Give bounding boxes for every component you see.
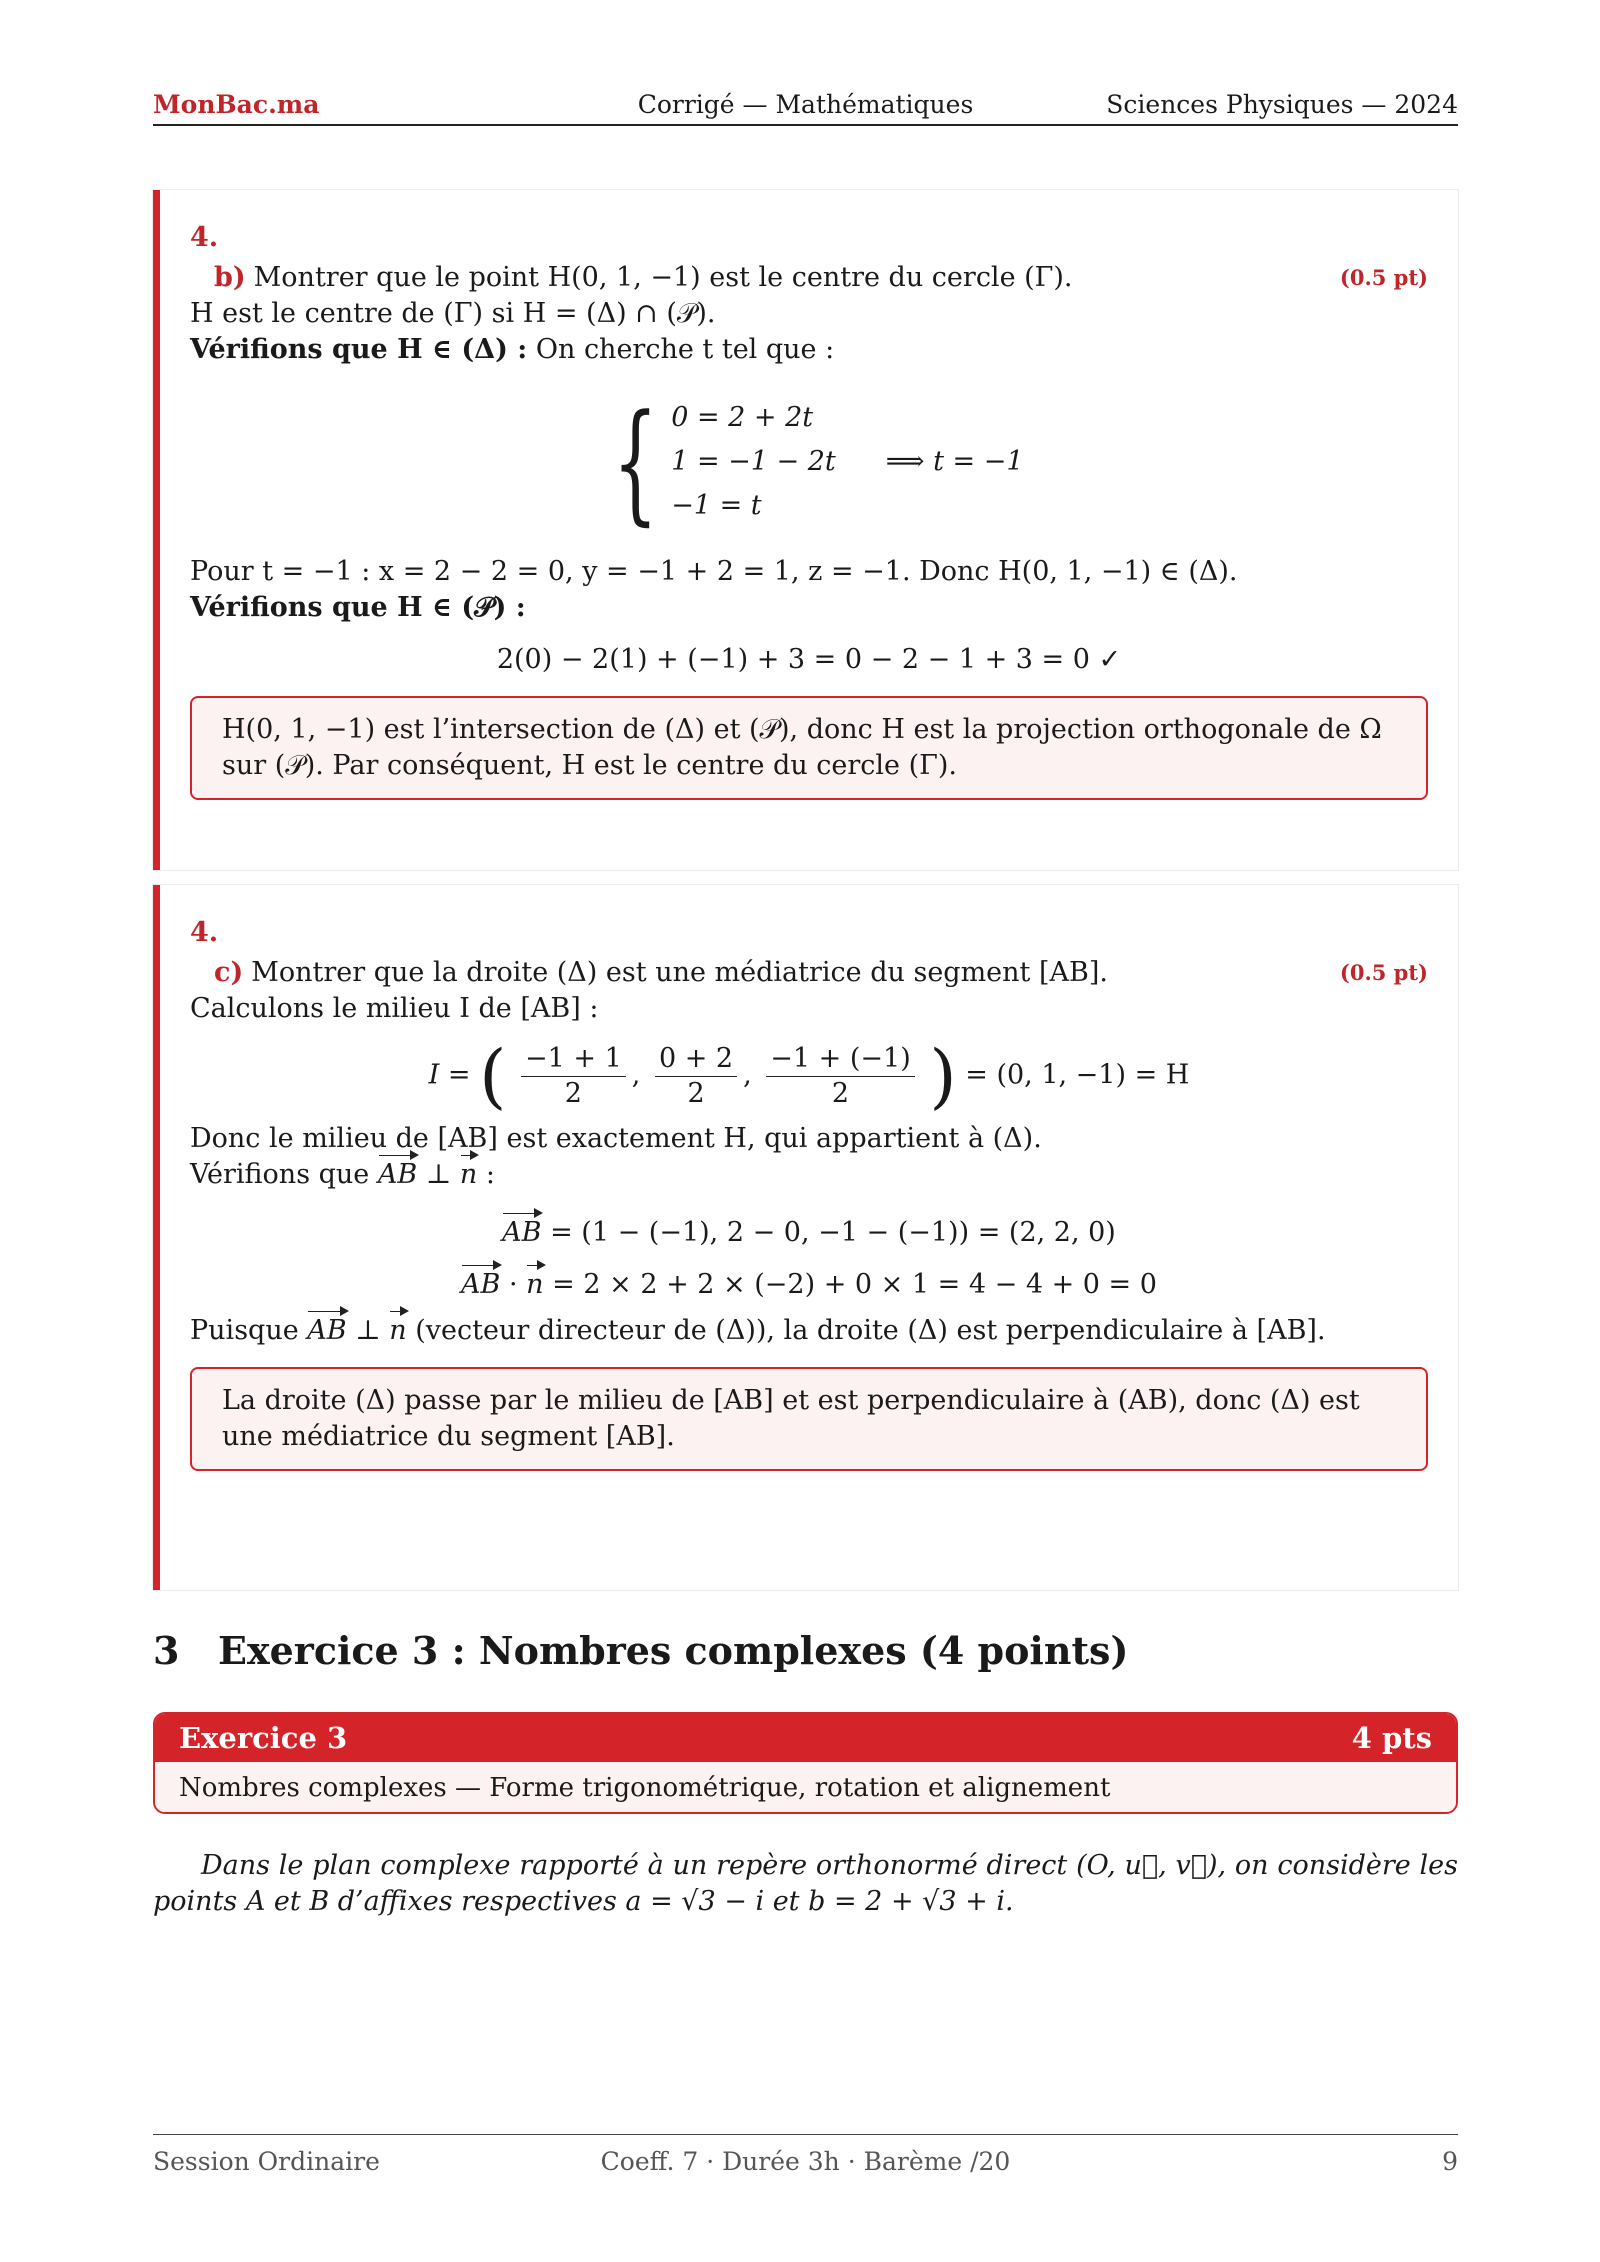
paren-open: ( xyxy=(479,1035,507,1117)
exercise-title-bar xyxy=(155,1714,1456,1762)
vector-n: n xyxy=(389,1313,406,1349)
fraction xyxy=(655,1042,737,1111)
exercise-header-box xyxy=(153,1712,1458,1814)
paren-close: ) xyxy=(929,1035,957,1117)
verification-line xyxy=(190,1157,1428,1193)
exercise-points: 4 pts xyxy=(1351,1721,1432,1755)
page-header xyxy=(153,88,1458,126)
section-title: Exercice 3 : Nombres complexes (4 points) xyxy=(218,1628,1129,1673)
puisque-word: Puisque xyxy=(190,1315,299,1346)
header-series-year: Sciences Physiques — 2024 xyxy=(1106,90,1458,119)
brand-name: MonBac.ma xyxy=(153,90,320,119)
question-text: Montrer que le point H(0, 1, −1) est le centre du cercle (Γ). xyxy=(253,262,1073,293)
question-4c-box xyxy=(153,885,1458,1590)
plane-equation-check: 2(0) − 2(1) + (−1) + 3 = 0 − 2 − 1 + 3 = 0 ✓ xyxy=(496,644,1122,675)
verification-line xyxy=(190,332,1428,368)
colon: : xyxy=(485,1159,495,1190)
fraction xyxy=(766,1042,914,1111)
numerator: 0 + 2 xyxy=(655,1042,737,1077)
vector-ab-calc xyxy=(190,1215,1428,1251)
section-number: 3 xyxy=(153,1628,180,1673)
dot-product-calc xyxy=(190,1267,1428,1303)
question-statement xyxy=(190,955,1428,991)
footer-session: Session Ordinaire xyxy=(153,2147,380,2176)
verification-text: Vérifions que xyxy=(190,1159,370,1190)
question-number: 4. xyxy=(190,917,219,948)
exercise-intro: Dans le plan complexe rapporté à un repère orthonormé direct (O, u⃗, v⃗), on considère les points A et B d’affixes respectives a = √3 − i et b = 2 + √3 + i. xyxy=(153,1850,1458,1917)
vector-ab: AB xyxy=(502,1215,541,1251)
dot-symbol: · xyxy=(508,1269,518,1300)
perp-symbol: ⊥ xyxy=(425,1159,452,1190)
brace-symbol: { xyxy=(613,386,659,538)
question-4b-box xyxy=(153,190,1458,870)
equation-rhs: = 2 × 2 + 2 × (−2) + 0 × 1 = 4 − 4 + 0 = 0 xyxy=(552,1269,1157,1300)
exercise-subtitle: Nombres complexes — Forme trigonométrique, rotation et alignement xyxy=(155,1762,1456,1814)
verification-heading: Vérifions que H ∈ (𝒫) : xyxy=(190,592,526,623)
equation-system xyxy=(190,386,1428,538)
vector-ab: AB xyxy=(378,1157,417,1193)
equation-rhs: = (1 − (−1), 2 − 0, −1 − (−1)) = (2, 2, 0) xyxy=(550,1217,1116,1248)
system-row: 0 = 2 + 2t xyxy=(671,402,814,433)
text-line: Donc le milieu de [AB] est exactement H, qui appartient à (Δ). xyxy=(190,1123,1042,1154)
fraction xyxy=(521,1042,626,1111)
header-subject: Corrigé — Mathématiques xyxy=(637,90,974,119)
vector-ab: AB xyxy=(461,1267,500,1303)
vector-n: n xyxy=(526,1267,543,1303)
text-line xyxy=(190,1313,1428,1349)
verification-heading: Vérifions que H ∈ (Δ) : xyxy=(190,334,528,365)
denominator: 2 xyxy=(564,1077,582,1109)
verification-text: On cherche t tel que : xyxy=(527,334,835,365)
page-footer xyxy=(153,2134,1458,2185)
numerator: −1 + (−1) xyxy=(766,1042,914,1077)
question-statement xyxy=(190,260,1428,296)
formula-rhs: = (0, 1, −1) = H xyxy=(965,1059,1190,1091)
text-line: Calculons le milieu I de [AB] : xyxy=(190,993,599,1024)
numerator: −1 + 1 xyxy=(521,1042,626,1077)
denominator: 2 xyxy=(831,1077,850,1109)
system-row: −1 = t xyxy=(671,490,762,521)
footer-info: Coeff. 7 · Durée 3h · Barème /20 xyxy=(600,2147,1011,2176)
implication: ⟹ t = −1 xyxy=(885,446,1024,477)
section-heading xyxy=(153,1628,1128,1673)
text-line: H est le centre de (Γ) si H = (Δ) ∩ (𝒫). xyxy=(190,298,716,329)
conclusion-box: H(0, 1, −1) est l’intersection de (Δ) et (𝒫), donc H est la projection orthogonale de Ω sur (𝒫). Par conséquent, H est le centre du cercle (Γ). xyxy=(190,696,1428,800)
page-number: 9 xyxy=(1442,2147,1458,2176)
vector-ab: AB xyxy=(307,1313,346,1349)
conclusion-box: La droite (Δ) passe par le milieu de [AB] et est perpendiculaire à (AB), donc (Δ) est une médiatrice du segment [AB]. xyxy=(190,1367,1428,1471)
question-label: c) xyxy=(214,957,244,988)
points-badge: (0.5 pt) xyxy=(1339,265,1428,290)
question-label: b) xyxy=(214,262,246,293)
text-line: Pour t = −1 : x = 2 − 2 = 0, y = −1 + 2 = 1, z = −1. Donc H(0, 1, −1) ∈ (Δ). xyxy=(190,556,1238,587)
system-row: 1 = −1 − 2t xyxy=(671,446,836,477)
exercise-title: Exercice 3 xyxy=(179,1721,348,1755)
text-rest: (vecteur directeur de (Δ)), la droite (Δ) est perpendiculaire à [AB]. xyxy=(415,1315,1326,1346)
formula-lhs: I = xyxy=(428,1059,471,1091)
question-text: Montrer que la droite (Δ) est une médiatrice du segment [AB]. xyxy=(251,957,1108,988)
perp-symbol: ⊥ xyxy=(355,1315,381,1346)
vector-n: n xyxy=(460,1157,477,1193)
midpoint-formula: I = ( $\frac{-1 + 1}{2}$ , $\frac{0 + 2}{2}$ , $\frac{-1 + (-1)}{2}$ ) = (0, 1, −1) = H xyxy=(428,1035,1190,1117)
system-rows xyxy=(671,396,836,528)
points-badge: (0.5 pt) xyxy=(1339,960,1428,985)
denominator: 2 xyxy=(687,1077,705,1109)
question-number: 4. xyxy=(190,222,219,253)
